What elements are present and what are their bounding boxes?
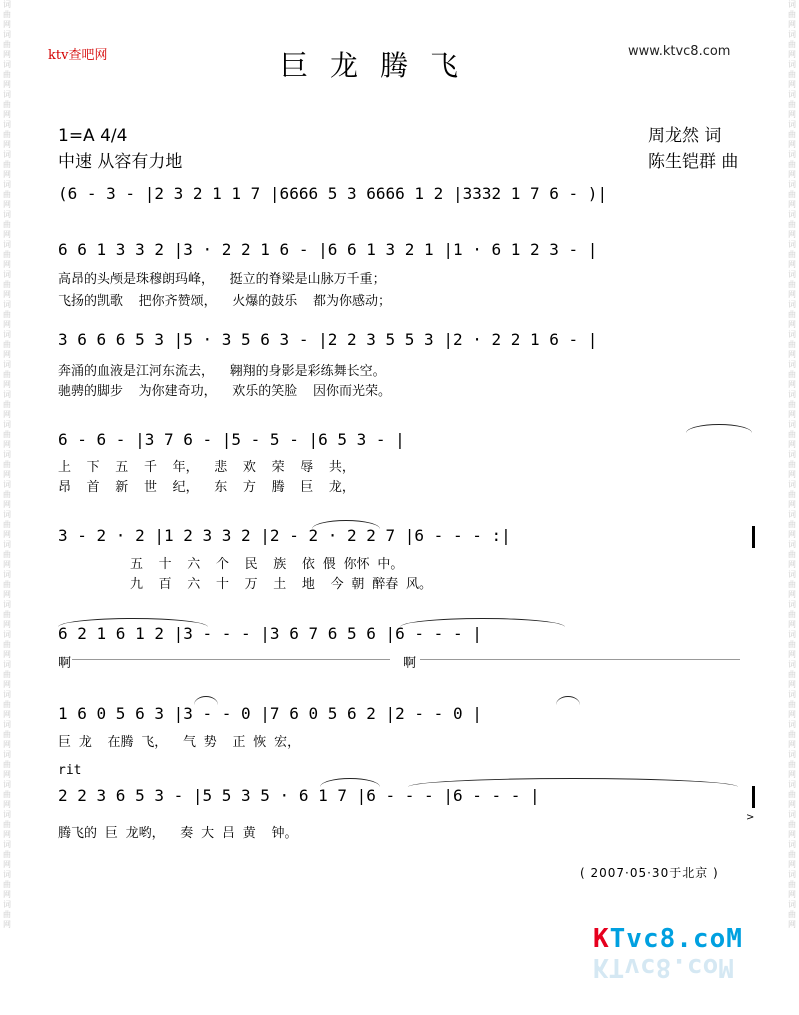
melisma-line bbox=[72, 659, 390, 660]
site-name-left: ktv查吧网 bbox=[48, 48, 108, 63]
score-line: 6 2 1 6 1 2 |3 - - - |3 6 7 6 5 6 |6 - - - | bbox=[58, 624, 482, 643]
lyric-line: 驰骋的脚步 为你建奇功， 欢乐的笑脸 因你而光荣。 bbox=[58, 384, 391, 399]
melisma-line bbox=[420, 659, 740, 660]
lyric-line: 啊 bbox=[58, 656, 72, 671]
accent-mark: > bbox=[746, 812, 755, 823]
composition-date: ( 2007·05·30于北京 ) bbox=[580, 866, 719, 880]
score-line: 6 6 1 3 3 2 |3 · 2 2 1 6 - |6 6 1 3 2 1 |1 · 6 1 2 3 - | bbox=[58, 240, 598, 259]
score-line: 6 - 6 - |3 7 6 - |5 - 5 - |6 5 3 - | bbox=[58, 430, 405, 449]
slur bbox=[556, 696, 580, 705]
final-bar bbox=[752, 786, 755, 808]
lyric-line: 奔涌的血液是江河东流去， 翱翔的身影是彩练舞长空。 bbox=[58, 364, 386, 379]
side-watermark-right: 词曲网词曲网词曲网词曲网词曲网词曲网词曲网词曲网词曲网词曲网词曲网词曲网词曲网词曲网词曲网词曲网词曲网词曲网词曲网词曲网词曲网词曲网词曲网词曲网词曲网词曲网词曲网词曲网词曲网词曲网词曲网 bbox=[788, 0, 796, 929]
lyric-line: 上 下 五 千 年， 悲 欢 荣 辱 共， bbox=[58, 460, 355, 475]
ritardando-mark: rit bbox=[58, 763, 82, 778]
lyric-line: 啊 bbox=[403, 656, 417, 671]
composer: 陈生铠群 曲 bbox=[648, 152, 739, 172]
lyric-line: 九 百 六 十 万 土 地 今 朝 醉春 风。 bbox=[130, 577, 433, 592]
lyric-line: 昂 首 新 世 纪， 东 方 腾 巨 龙， bbox=[58, 480, 355, 495]
score-line: 2 2 3 6 5 3 - |5 5 3 5 · 6 1 7 |6 - - - |6 - - - | bbox=[58, 786, 540, 805]
side-watermark-left: 词曲网词曲网词曲网词曲网词曲网词曲网词曲网词曲网词曲网词曲网词曲网词曲网词曲网词曲网词曲网词曲网词曲网词曲网词曲网词曲网词曲网词曲网词曲网词曲网词曲网词曲网词曲网词曲网词曲网词曲网词曲网 bbox=[3, 0, 11, 929]
lyric-line: 高昂的头颅是珠穆朗玛峰， 挺立的脊梁是山脉万千重； bbox=[58, 272, 386, 287]
ktvc8-logo-reflection: KTvc8.coM bbox=[593, 952, 734, 982]
score-line: (6 - 3 - |2 3 2 1 1 7 |6666 5 3 6666 1 2 |3332 1 7 6 - )| bbox=[58, 184, 608, 203]
ktvc8-logo: KTvc8.coM bbox=[593, 924, 743, 954]
repeat-end-bar bbox=[752, 526, 755, 548]
song-title: 巨龙腾飞 bbox=[279, 49, 480, 82]
site-url: www.ktvc8.com bbox=[628, 44, 731, 59]
lyric-line: 巨 龙 在腾 飞， 气 势 正 恢 宏， bbox=[58, 735, 301, 750]
score-line: 3 - 2 · 2 |1 2 3 3 2 |2 - 2 · 2 2 7 |6 - - - :| bbox=[58, 526, 511, 545]
lyricist: 周龙然 词 bbox=[648, 126, 722, 146]
score-line: 1 6 0 5 6 3 |3 - - 0 |7 6 0 5 6 2 |2 - - 0 | bbox=[58, 704, 482, 723]
lyric-line: 飞扬的凯歌 把你齐赞颂， 火爆的鼓乐 都为你感动； bbox=[58, 294, 391, 309]
slur bbox=[686, 424, 752, 433]
tempo-marking: 中速 从容有力地 bbox=[58, 152, 183, 172]
lyric-line: 腾飞的 巨 龙哟， 奏 大 吕 黄 钟。 bbox=[58, 826, 298, 841]
key-signature: 1=A 4/4 bbox=[58, 126, 128, 146]
lyric-line: 五 十 六 个 民 族 依 偎 你怀 中。 bbox=[130, 557, 404, 572]
score-line: 3 6 6 6 5 3 |5 · 3 5 6 3 - |2 2 3 5 5 3 |2 · 2 2 1 6 - | bbox=[58, 330, 598, 349]
